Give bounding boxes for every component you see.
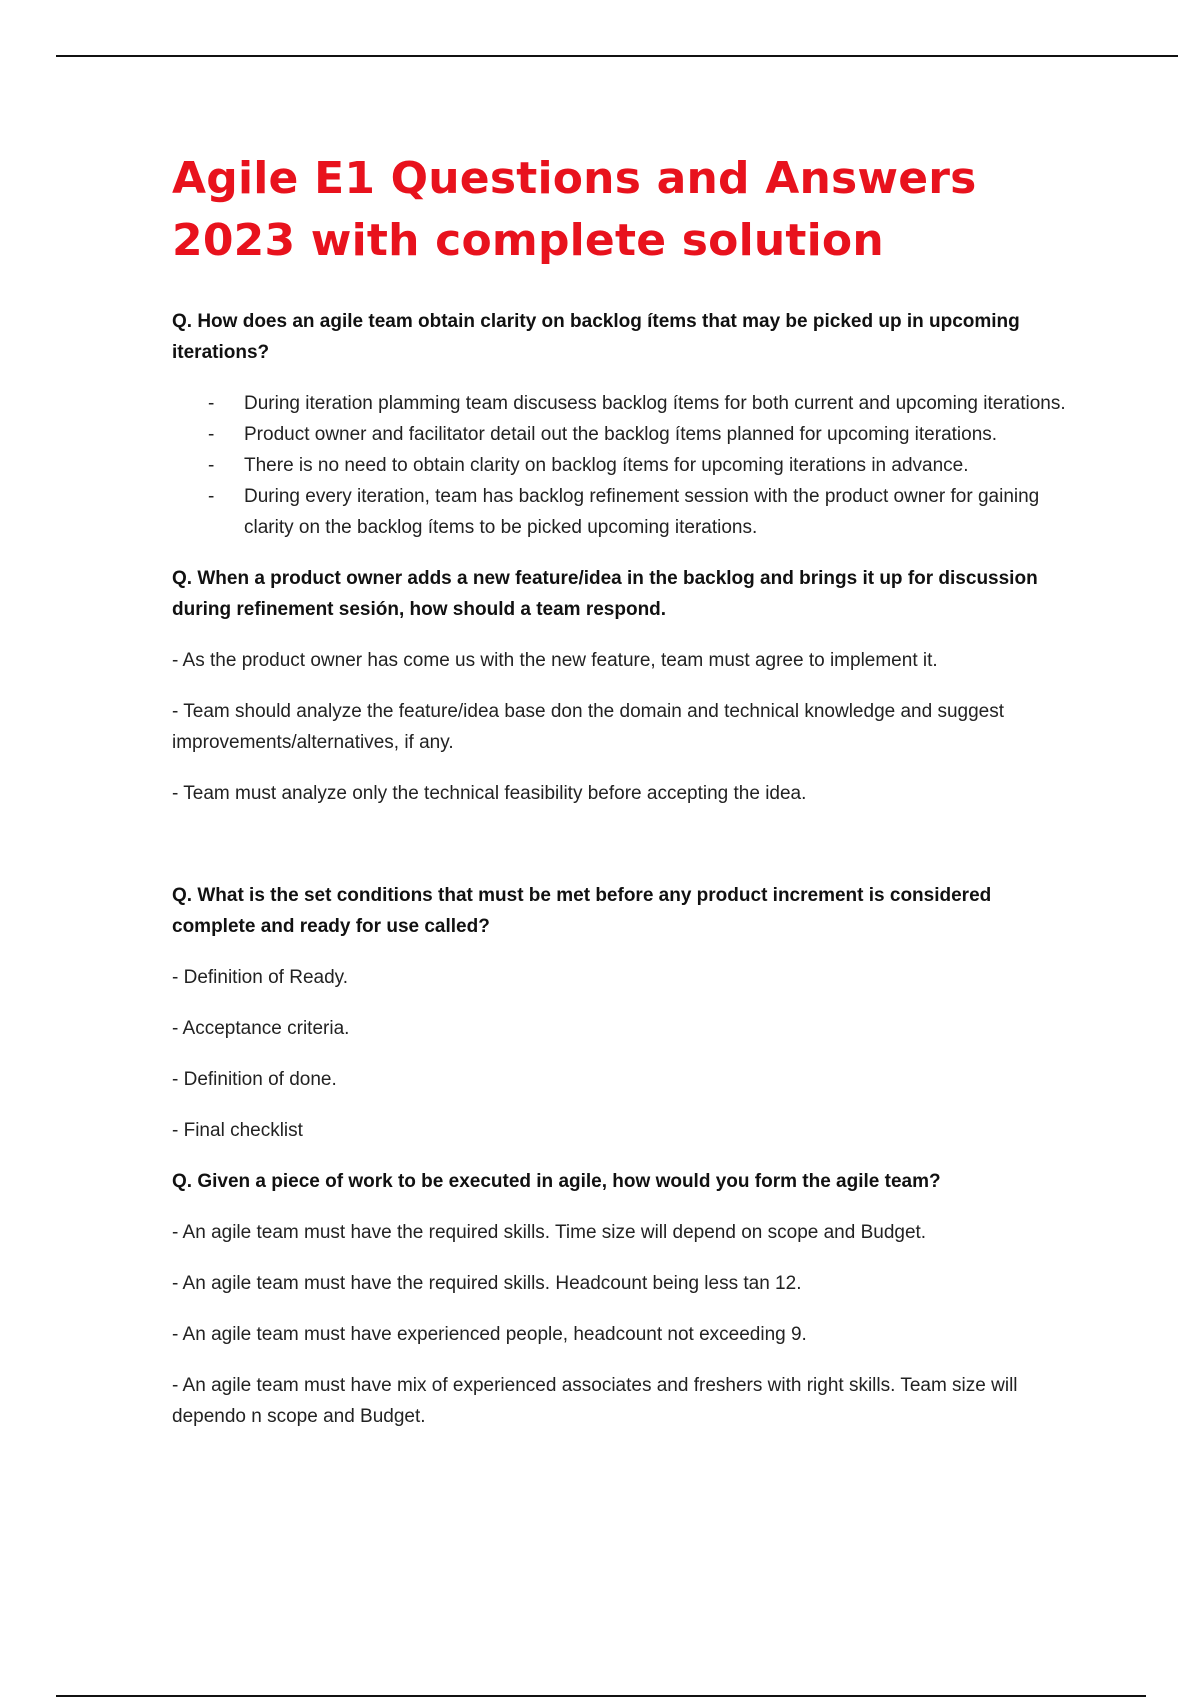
option-text: Product owner and facilitator detail out the backlog ítems planned for upcoming iterations. [244, 424, 998, 445]
question-3-option: - Definition of Ready. [172, 967, 349, 988]
question-4-option: - An agile team must have the required skills. Headcount being less tan 12. [172, 1273, 802, 1294]
question-1-options [172, 388, 1072, 543]
question-4-option: - An agile team must have the required skills. Time size will depend on scope and Budget. [172, 1222, 927, 1243]
question-1-text: Q. How does an agile team obtain clarity on backlog ítems that may be picked up in upcoming iterations? [172, 311, 1020, 363]
question-2-option: - Team must analyze only the technical feasibility before accepting the idea. [172, 783, 807, 804]
question-block-2 [172, 563, 1072, 809]
question-2-option: - Team should analyze the feature/idea base don the domain and technical knowledge and suggest improvements/alternatives, if any. [172, 701, 1005, 753]
question-2-option: - As the product owner has come us with the new feature, team must agree to implement it. [172, 650, 938, 671]
question-4-option: - An agile team must have mix of experienced associates and freshers with right skills. Team size will dependo n scope and Budget. [172, 1375, 1018, 1427]
title-line-2: 2023 with complete solution [172, 215, 884, 266]
dash-bullet: - [208, 486, 215, 507]
question-2-text: Q. When a product owner adds a new feature/idea in the backlog and brings it up for discussion during refinement sesión, how should a team respond. [172, 568, 1038, 620]
question-1-option [172, 419, 1072, 450]
question-4-text: Q. Given a piece of work to be executed in agile, how would you form the agile team? [172, 1171, 941, 1192]
question-3-option: - Acceptance criteria. [172, 1018, 350, 1039]
question-3-option: - Final checklist [172, 1120, 303, 1141]
question-3-text: Q. What is the set conditions that must be met before any product increment is considered complete and ready for use called? [172, 885, 992, 937]
dash-bullet: - [208, 455, 215, 476]
title-line-1: Agile E1 Questions and Answers [172, 153, 977, 204]
option-text: There is no need to obtain clarity on backlog ítems for upcoming iterations in advance. [244, 455, 969, 476]
top-rule [56, 55, 1178, 57]
dash-bullet: - [208, 424, 215, 445]
bottom-rule [56, 1695, 1146, 1697]
option-text: During every iteration, team has backlog refinement session with the product owner for gaining clarity on the backlog ítems to be picked upcoming iterations. [244, 486, 1040, 538]
question-1-option [172, 450, 1072, 481]
option-text: During iteration plamming team discusess backlog ítems for both current and upcoming iterations. [244, 393, 1066, 414]
question-4-option: - An agile team must have experienced people, headcount not exceeding 9. [172, 1324, 807, 1345]
dash-bullet: - [208, 393, 215, 414]
question-1-option [172, 388, 1072, 419]
document-title [172, 148, 1072, 272]
question-3-option: - Definition of done. [172, 1069, 337, 1090]
document-body [172, 148, 1072, 1432]
question-block-1 [172, 306, 1072, 543]
question-1-option [172, 481, 1072, 543]
question-block-3 [172, 880, 1072, 1146]
question-block-4 [172, 1166, 1072, 1432]
